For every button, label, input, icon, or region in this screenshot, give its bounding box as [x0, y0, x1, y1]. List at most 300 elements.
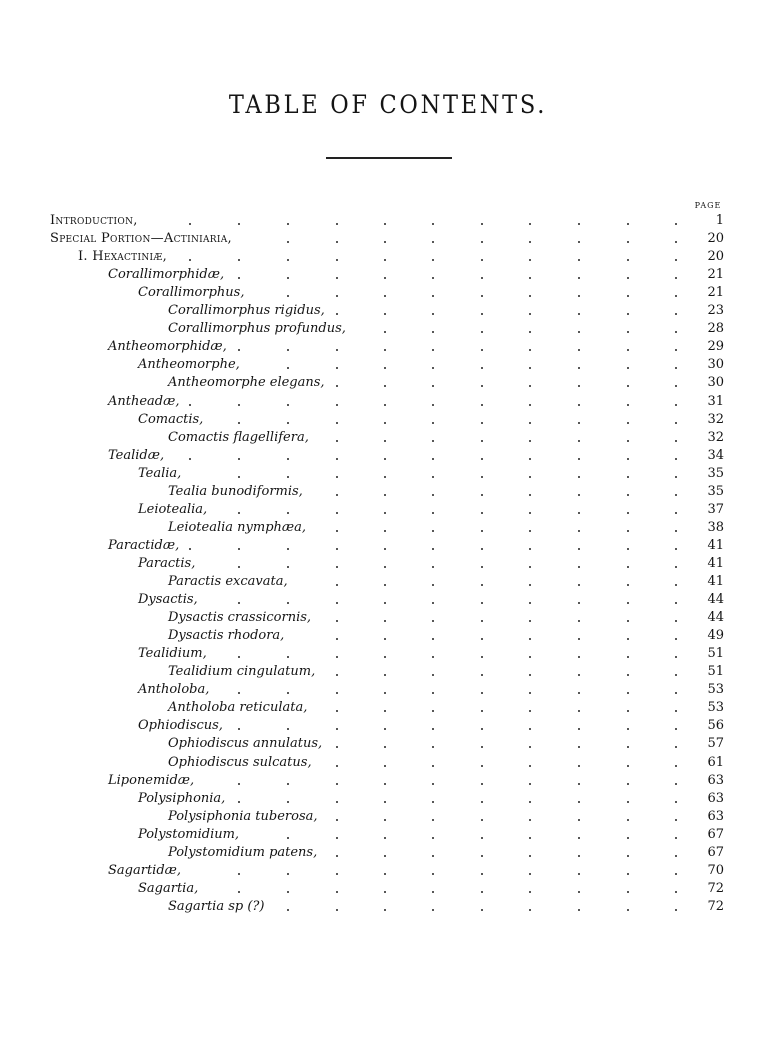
leader-dot [336, 241, 338, 243]
leader-dots [0, 356, 776, 374]
leader-dot [336, 855, 338, 857]
leader-dots [0, 663, 776, 681]
leader-dot [578, 512, 580, 514]
leader-dot [675, 873, 677, 875]
leader-dot [529, 909, 531, 911]
leader-dot [432, 259, 434, 261]
leader-dot [336, 458, 338, 460]
leader-dot [384, 801, 386, 803]
leader-dot [529, 746, 531, 748]
toc-entry-label: Tealidium cingulatum, [168, 664, 316, 680]
leader-dot [238, 873, 240, 875]
leader-dot [384, 349, 386, 351]
leader-dot [578, 404, 580, 406]
leader-dot [384, 855, 386, 857]
leader-dot [384, 223, 386, 225]
leader-dot [287, 548, 289, 550]
leader-dots [0, 591, 776, 609]
leader-dots [0, 681, 776, 699]
leader-dots [0, 609, 776, 627]
leader-dot [529, 602, 531, 604]
leader-dot [481, 295, 483, 297]
leader-dot [238, 566, 240, 568]
toc-entry-page: 30 [707, 357, 724, 373]
leader-dot [675, 638, 677, 640]
toc-entry-page: 32 [707, 429, 724, 445]
leader-dot [384, 746, 386, 748]
leader-dot [481, 620, 483, 622]
leader-dot [287, 783, 289, 785]
leader-dot [627, 873, 629, 875]
leader-dots [0, 212, 776, 230]
leader-dot [529, 855, 531, 857]
leader-dot [529, 819, 531, 821]
leader-dot [336, 765, 338, 767]
leader-dot [481, 494, 483, 496]
leader-dot [627, 855, 629, 857]
leader-dot [627, 367, 629, 369]
leader-dot [627, 638, 629, 640]
toc-entry [0, 447, 776, 465]
toc-entry [0, 501, 776, 519]
leader-dot [529, 765, 531, 767]
toc-entry-page: 67 [707, 844, 724, 860]
leader-dots [0, 537, 776, 555]
leader-dot [336, 259, 338, 261]
leader-dot [432, 602, 434, 604]
leader-dots [0, 393, 776, 411]
leader-dot [336, 620, 338, 622]
toc-entry-label: Leiotealia nymphæa, [168, 519, 307, 535]
leader-dot [529, 638, 531, 640]
toc-entry-label: Liponemidæ, [108, 772, 195, 788]
toc-entry-label: Ophiodiscus sulcatus, [168, 754, 312, 770]
leader-dot [675, 746, 677, 748]
leader-dot [432, 295, 434, 297]
leader-dot [336, 512, 338, 514]
leader-dot [578, 873, 580, 875]
leader-dot [384, 331, 386, 333]
toc-entry-page: 63 [707, 808, 724, 824]
toc-entry [0, 573, 776, 591]
leader-dot [481, 530, 483, 532]
leader-dot [578, 710, 580, 712]
toc-entry-page: 29 [707, 339, 724, 355]
leader-dot [627, 295, 629, 297]
leader-dot [238, 259, 240, 261]
leader-dots [0, 573, 776, 591]
leader-dot [675, 548, 677, 550]
toc-entry-page: 44 [707, 610, 724, 626]
leader-dot [432, 620, 434, 622]
leader-dots [0, 880, 776, 898]
leader-dots [0, 898, 776, 916]
leader-dot [481, 855, 483, 857]
leader-dot [336, 277, 338, 279]
leader-dot [384, 909, 386, 911]
toc-entry-page: 23 [707, 303, 724, 319]
leader-dots [0, 844, 776, 862]
leader-dot [481, 548, 483, 550]
leader-dot [384, 512, 386, 514]
leader-dot [675, 855, 677, 857]
leader-dot [336, 422, 338, 424]
leader-dot [384, 837, 386, 839]
leader-dot [238, 801, 240, 803]
leader-dot [578, 458, 580, 460]
leader-dot [432, 656, 434, 658]
toc-entry-page: 61 [707, 754, 724, 770]
leader-dot [627, 404, 629, 406]
toc-entry-page: 21 [707, 285, 724, 301]
leader-dot [578, 494, 580, 496]
leader-dot [287, 458, 289, 460]
leader-dot [529, 656, 531, 658]
leader-dot [529, 241, 531, 243]
leader-dot [529, 566, 531, 568]
leader-dot [432, 494, 434, 496]
leader-dot [384, 692, 386, 694]
leader-dot [627, 476, 629, 478]
leader-dot [336, 837, 338, 839]
toc-entry-page: 53 [707, 700, 724, 716]
leader-dot [481, 259, 483, 261]
leader-dot [432, 801, 434, 803]
leader-dot [578, 476, 580, 478]
leader-dot [432, 566, 434, 568]
leader-dot [238, 692, 240, 694]
leader-dot [627, 458, 629, 460]
leader-dot [384, 259, 386, 261]
leader-dot [529, 512, 531, 514]
leader-dot [529, 313, 531, 315]
toc-entry-page: 53 [707, 682, 724, 698]
leader-dot [627, 909, 629, 911]
leader-dot [578, 295, 580, 297]
leader-dot [384, 367, 386, 369]
leader-dot [481, 692, 483, 694]
leader-dot [481, 837, 483, 839]
toc-entry-label: Polystomidium, [138, 826, 240, 842]
toc-entry [0, 735, 776, 753]
leader-dot [675, 476, 677, 478]
leader-dot [627, 620, 629, 622]
leader-dot [481, 819, 483, 821]
leader-dot [627, 746, 629, 748]
leader-dots [0, 645, 776, 663]
leader-dot [287, 476, 289, 478]
leader-dot [481, 783, 483, 785]
leader-dot [675, 584, 677, 586]
leader-dots [0, 483, 776, 501]
leader-dot [481, 458, 483, 460]
leader-dot [238, 422, 240, 424]
leader-dots [0, 699, 776, 717]
leader-dot [627, 602, 629, 604]
leader-dot [336, 873, 338, 875]
toc-entry-label: Dysactis rhodora, [168, 628, 285, 644]
leader-dots [0, 302, 776, 320]
leader-dot [578, 602, 580, 604]
leader-dot [287, 223, 289, 225]
leader-dot [578, 422, 580, 424]
leader-dot [336, 909, 338, 911]
leader-dot [675, 458, 677, 460]
leader-dot [238, 602, 240, 604]
leader-dot [336, 746, 338, 748]
leader-dot [432, 440, 434, 442]
leader-dot [481, 728, 483, 730]
toc-entry [0, 862, 776, 880]
leader-dot [578, 783, 580, 785]
leader-dot [432, 349, 434, 351]
leader-dot [287, 422, 289, 424]
leader-dot [432, 512, 434, 514]
toc-entry-label: Ophiodiscus, [138, 718, 223, 734]
leader-dot [336, 819, 338, 821]
leader-dot [432, 385, 434, 387]
toc-entry-label: Polysiphonia, [138, 790, 226, 806]
leader-dot [238, 349, 240, 351]
toc-entry-page: 37 [707, 501, 724, 517]
leader-dot [529, 674, 531, 676]
leader-dot [189, 548, 191, 550]
toc-entry-label: Corallimorphus rigidus, [168, 303, 325, 319]
leader-dot [627, 710, 629, 712]
leader-dots [0, 808, 776, 826]
leader-dot [675, 891, 677, 893]
leader-dot [238, 458, 240, 460]
leader-dot [627, 331, 629, 333]
toc-entry [0, 483, 776, 501]
leader-dot [432, 855, 434, 857]
toc-entry-label: Leiotealia, [138, 501, 208, 517]
leader-dot [481, 873, 483, 875]
leader-dot [627, 819, 629, 821]
toc-entry-label: Dysactis, [138, 592, 198, 608]
leader-dot [578, 241, 580, 243]
leader-dot [529, 440, 531, 442]
leader-dot [529, 620, 531, 622]
leader-dot [481, 638, 483, 640]
toc-entry-page: 72 [707, 898, 724, 914]
toc-entry [0, 356, 776, 374]
leader-dot [529, 404, 531, 406]
leader-dot [384, 765, 386, 767]
leader-dot [675, 367, 677, 369]
toc-entry [0, 393, 776, 411]
leader-dot [481, 512, 483, 514]
toc-entry [0, 212, 776, 230]
leader-dot [336, 385, 338, 387]
leader-dot [578, 548, 580, 550]
leader-dot [578, 620, 580, 622]
leader-dot [481, 765, 483, 767]
leader-dot [481, 313, 483, 315]
leader-dot [336, 440, 338, 442]
leader-dots [0, 266, 776, 284]
toc-entry-page: 38 [707, 519, 724, 535]
toc-entry [0, 411, 776, 429]
leader-dots [0, 717, 776, 735]
leader-dots [0, 248, 776, 266]
leader-dot [238, 404, 240, 406]
leader-dot [578, 223, 580, 225]
leader-dot [287, 891, 289, 893]
leader-dot [529, 801, 531, 803]
leader-dot [578, 819, 580, 821]
leader-dot [529, 277, 531, 279]
leader-dot [481, 909, 483, 911]
toc-entry-label: Corallimorphus, [138, 285, 245, 301]
toc-entry-label: Antholoba, [138, 682, 210, 698]
leader-dot [675, 349, 677, 351]
leader-dot [432, 710, 434, 712]
toc-entry-page: 21 [707, 267, 724, 283]
leader-dot [336, 728, 338, 730]
leader-dot [384, 710, 386, 712]
leader-dot [481, 349, 483, 351]
leader-dot [432, 313, 434, 315]
leader-dot [675, 783, 677, 785]
leader-dot [336, 674, 338, 676]
leader-dot [336, 223, 338, 225]
toc-entry-page: 70 [707, 862, 724, 878]
leader-dot [529, 873, 531, 875]
leader-dot [384, 819, 386, 821]
leader-dot [481, 367, 483, 369]
leader-dot [238, 728, 240, 730]
leader-dot [432, 367, 434, 369]
leader-dot [384, 494, 386, 496]
leader-dot [675, 566, 677, 568]
toc-entry-label: Paractidæ, [108, 537, 180, 553]
leader-dot [675, 277, 677, 279]
leader-dot [336, 602, 338, 604]
leader-dot [432, 909, 434, 911]
leader-dot [675, 728, 677, 730]
leader-dot [336, 313, 338, 315]
toc-entry [0, 555, 776, 573]
leader-dot [627, 385, 629, 387]
leader-dot [578, 801, 580, 803]
leader-dot [529, 692, 531, 694]
leader-dot [287, 656, 289, 658]
leader-dot [336, 692, 338, 694]
page-title: TABLE OF CONTENTS. [228, 90, 548, 119]
leader-dot [432, 331, 434, 333]
leader-dots [0, 862, 776, 880]
leader-dot [287, 367, 289, 369]
leader-dot [578, 674, 580, 676]
toc-entry-page: 28 [707, 321, 724, 337]
leader-dot [529, 295, 531, 297]
leader-dot [578, 385, 580, 387]
leader-dot [675, 404, 677, 406]
leader-dot [627, 783, 629, 785]
toc-entry [0, 519, 776, 537]
leader-dot [481, 710, 483, 712]
leader-dot [336, 584, 338, 586]
leader-dot [336, 476, 338, 478]
toc-entry-label: Dysactis crassicornis, [168, 610, 312, 626]
leader-dot [675, 692, 677, 694]
leader-dot [189, 458, 191, 460]
leader-dot [481, 584, 483, 586]
leader-dot [627, 801, 629, 803]
toc-entry-page: 51 [707, 646, 724, 662]
leader-dot [675, 223, 677, 225]
leader-dot [238, 891, 240, 893]
leader-dot [675, 385, 677, 387]
leader-dot [578, 656, 580, 658]
leader-dot [627, 530, 629, 532]
leader-dot [675, 765, 677, 767]
leader-dots [0, 465, 776, 483]
leader-dot [287, 602, 289, 604]
toc-entry-page: 41 [707, 574, 724, 589]
leader-dot [238, 512, 240, 514]
toc-entry-page: 44 [707, 592, 724, 608]
leader-dot [384, 566, 386, 568]
leader-dot [336, 494, 338, 496]
leader-dot [481, 891, 483, 893]
leader-dots [0, 501, 776, 519]
leader-dot [675, 295, 677, 297]
leader-dot [336, 295, 338, 297]
leader-dot [675, 512, 677, 514]
leader-dot [481, 566, 483, 568]
leader-dots [0, 374, 776, 392]
leader-dot [529, 367, 531, 369]
leader-dot [481, 241, 483, 243]
leader-dot [578, 349, 580, 351]
toc-entry-label: Polysiphonia tuberosa, [168, 808, 318, 824]
toc-entry-page: 34 [707, 447, 724, 463]
toc-entry-label: Ophiodiscus annulatus, [168, 736, 323, 752]
leader-dot [336, 349, 338, 351]
leader-dot [627, 891, 629, 893]
leader-dot [384, 584, 386, 586]
toc-entry-label: Tealidium, [138, 646, 207, 662]
toc-entry [0, 284, 776, 302]
leader-dot [627, 566, 629, 568]
leader-dot [384, 295, 386, 297]
leader-dot [627, 548, 629, 550]
leader-dot [481, 331, 483, 333]
toc-entry-page: 63 [707, 772, 724, 788]
leader-dot [578, 746, 580, 748]
leader-dot [481, 385, 483, 387]
leader-dot [432, 548, 434, 550]
toc-entry-page: 1 [715, 213, 724, 228]
toc-entry [0, 374, 776, 392]
leader-dot [432, 458, 434, 460]
leader-dot [384, 313, 386, 315]
leader-dot [287, 512, 289, 514]
toc-entry [0, 302, 776, 320]
leader-dot [432, 728, 434, 730]
leader-dot [432, 746, 434, 748]
toc-entry-label: Corallimorphus profundus, [168, 321, 346, 337]
leader-dot [336, 783, 338, 785]
toc-entry [0, 880, 776, 898]
leader-dot [432, 476, 434, 478]
toc-entry-page: 31 [707, 393, 724, 409]
toc-entry-page: 35 [707, 483, 724, 499]
leader-dot [189, 259, 191, 261]
leader-dot [336, 656, 338, 658]
